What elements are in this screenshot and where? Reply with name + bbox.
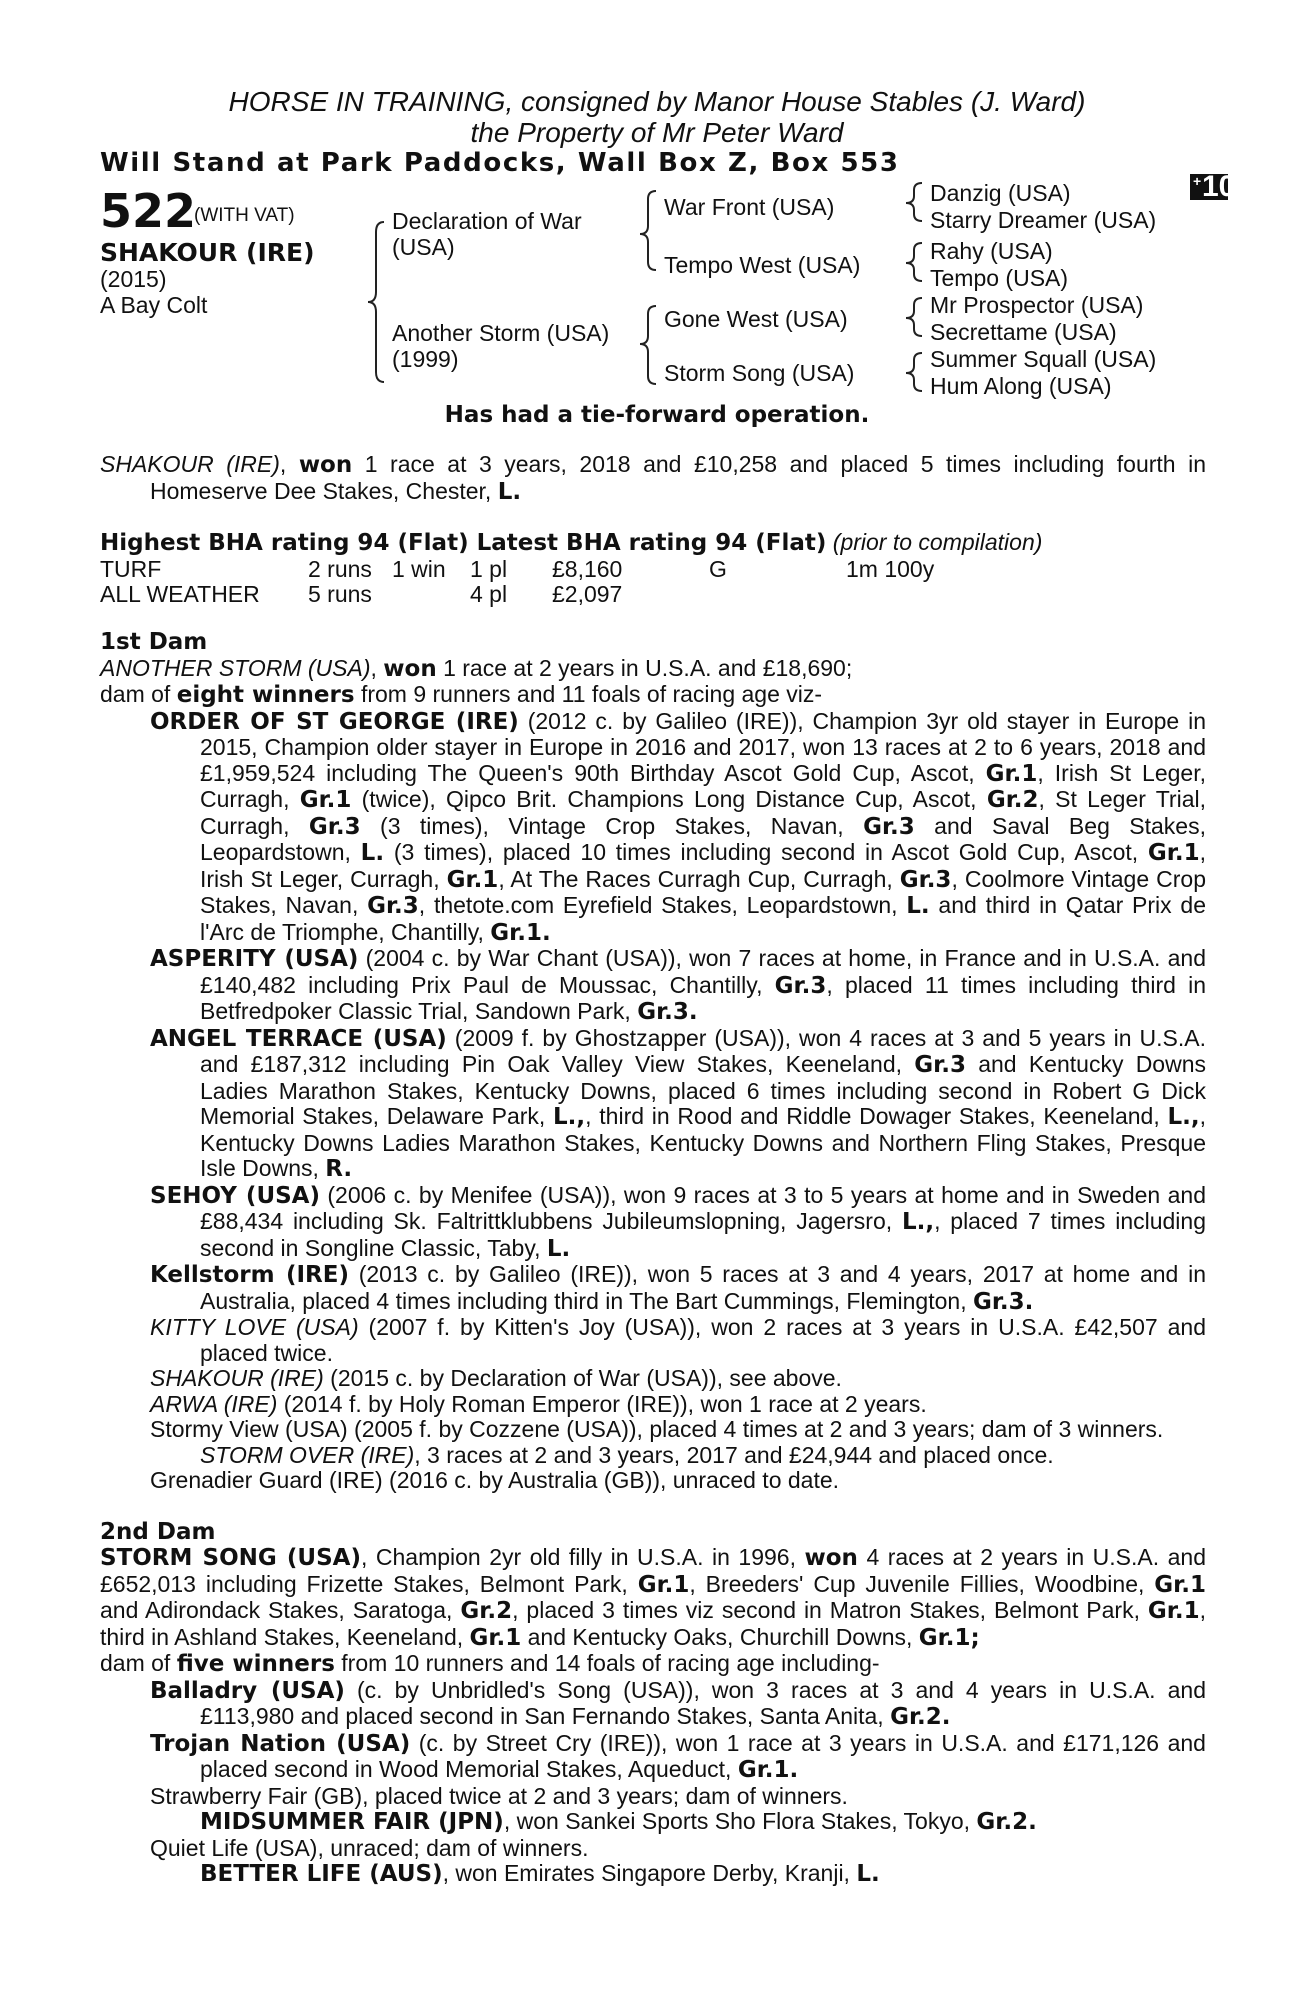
- grade-label: Gr.1: [1154, 1571, 1206, 1598]
- gen3-sss: Danzig (USA): [930, 180, 1071, 206]
- grade-label: Gr.3: [899, 866, 952, 893]
- property-line: the Property of Mr Peter Ward: [470, 117, 844, 148]
- grade-label: L.: [906, 893, 930, 919]
- dam-of-label: dam of: [100, 681, 177, 707]
- won-label: won: [383, 655, 437, 682]
- gen3-dss: Mr Prospector (USA): [930, 292, 1144, 318]
- produce-strawberry-fair: [100, 1784, 1206, 1810]
- brace-gen3-d: [906, 353, 922, 391]
- cell-runs: 2 runs: [308, 555, 372, 582]
- produce-name: Kellstorm (IRE): [150, 1262, 349, 1288]
- cell-amount: £8,160: [552, 555, 623, 582]
- first-dam-section: [100, 630, 1206, 1888]
- summary-paragraph: SHAKOUR (IRE), won 1 race at 3 years, 2018 and £10,258 and placed 5 times including fourth in Homeserve Dee Stakes, Chester, L.: [100, 451, 1206, 505]
- five-winners: five winners: [176, 1651, 335, 1677]
- horse-description: A Bay Colt: [100, 292, 208, 318]
- produce-text: , thetote.com Eyrefield Stakes, Leopardstown,: [418, 892, 907, 918]
- sire-country: (USA): [392, 234, 455, 260]
- produce-grenadier-guard: [100, 1468, 1206, 1494]
- grade-label: Gr.2.: [890, 1704, 951, 1730]
- produce-stormy-view: [100, 1417, 1206, 1443]
- produce-asperity: [100, 946, 1206, 1026]
- vat-note: (WITH VAT): [194, 205, 295, 226]
- produce-text: and Saval Beg Stakes, Leopardstown,: [200, 812, 1206, 865]
- second-dam-text: 4 races at 2 years in U.S.A. and £652,013 including Frizette Stakes, Belmont Park,: [100, 1544, 1207, 1597]
- produce-balladry: [100, 1678, 1206, 1731]
- first-dam-heading: 1st Dam: [100, 629, 208, 655]
- grade-label: L.: [856, 1861, 880, 1887]
- gen3-sdd: Tempo (USA): [930, 265, 1069, 291]
- badge-number: 10: [1202, 170, 1236, 203]
- second-dam-intro: [100, 1545, 1206, 1651]
- produce-name: ASPERITY (USA): [150, 946, 359, 972]
- consignor-line: HORSE IN TRAINING, consigned by Manor House Stables (J. Ward): [228, 86, 1086, 117]
- produce-text: Strawberry Fair (GB), placed twice at 2 and 3 years; dam of winners.: [150, 1782, 848, 1809]
- second-dam-text: and Kentucky Oaks, Churchill Downs,: [521, 1623, 919, 1650]
- table-row: [100, 557, 934, 583]
- gen3-ddd: Hum Along (USA): [930, 373, 1112, 399]
- produce-name: BETTER LIFE (AUS): [200, 1861, 443, 1887]
- dam-dam: Storm Song (USA): [664, 360, 855, 386]
- table-row: [100, 582, 934, 608]
- produce-arwa: [100, 1392, 1206, 1418]
- produce-text: , won Sankei Sports Sho Flora Stakes, Tokyo,: [503, 1808, 977, 1834]
- ratings-block: [100, 530, 1206, 608]
- first-dam-name: ANOTHER STORM (USA): [100, 654, 371, 681]
- sire-dam: Tempo West (USA): [664, 252, 861, 278]
- produce-text: , Kentucky Downs Ladies Marathon Stakes, Kentucky Downs and Northern Fling Stakes, Presque Isle Downs,: [200, 1103, 1206, 1181]
- second-dam-text: , Breeders' Cup Juvenile Fillies, Woodbine,: [689, 1570, 1155, 1597]
- grade-label: Gr.3: [774, 972, 827, 999]
- cell-distance: 1m 100y: [846, 555, 935, 582]
- brace-sire-parents: [640, 191, 656, 270]
- grade-label: L.: [360, 840, 385, 866]
- foaling-year: (2015): [100, 266, 167, 292]
- brace-dam-parents: [640, 306, 656, 384]
- produce-text: (3 times), placed 10 times including second in Ascot Gold Cup, Ascot,: [384, 839, 1148, 865]
- produce-name: Balladry (USA): [150, 1677, 345, 1704]
- produce-text: , won Emirates Singapore Derby, Kranji,: [442, 1860, 857, 1886]
- second-dam-runners: from 10 runners and 14 foals of racing age including-: [334, 1650, 880, 1676]
- brace-sire-dam: [368, 222, 384, 382]
- produce-storm-over: [100, 1443, 1206, 1469]
- produce-text: (c. by Street Cry (IRE)), won 1 race at 3 years in U.S.A. and £171,126 and placed second in Wood Memorial Stakes, Aqueduct,: [200, 1729, 1206, 1782]
- operation-note: Has had a tie-forward operation.: [444, 402, 870, 428]
- produce-text: Quiet Life (USA), unraced; dam of winners.: [150, 1834, 589, 1861]
- produce-text: Stormy View (USA) (2005 f. by Cozzene (USA)), placed 4 times at 2 and 3 years; dam of 3 winners.: [150, 1416, 1164, 1442]
- brace-gen3-b: [906, 243, 922, 281]
- produce-name: ORDER OF ST GEORGE (IRE): [150, 708, 519, 735]
- grade-label: Gr.1: [446, 866, 499, 893]
- produce-midsummer-fair: [100, 1809, 1206, 1836]
- produce-text: , Coolmore Vintage Crop Stakes, Navan,: [200, 865, 1206, 918]
- summary-block: [100, 452, 1206, 505]
- grade-label: R.: [325, 1156, 353, 1182]
- dam-sire: Gone West (USA): [664, 306, 848, 332]
- produce-name: Trojan Nation (USA): [150, 1730, 411, 1757]
- produce-text: (2014 f. by Holy Roman Emperor (IRE)), won 1 race at 2 years.: [277, 1390, 927, 1417]
- produce-name: MIDSUMMER FAIR (JPN): [200, 1809, 504, 1835]
- dam-of-label: dam of: [100, 1650, 177, 1676]
- grade-label: Gr.1: [1147, 1598, 1200, 1624]
- first-dam-intro: ANOTHER STORM (USA), won 1 race at 2 years in U.S.A. and £18,690;: [100, 654, 853, 682]
- produce-text: (twice), Qipco Brit. Champions Long Distance Cup, Ascot,: [351, 786, 987, 812]
- grade-label: L.: [546, 1235, 571, 1262]
- cell-wins: 1 win: [392, 555, 446, 582]
- gen3-ssd: Starry Dreamer (USA): [930, 207, 1157, 233]
- produce-text: and Kentucky Downs Ladies Marathon Stakes, Kentucky Downs, placed 6 times including second in Robert G Dick Memorial Stakes, Delaware Park,: [200, 1051, 1206, 1129]
- brace-gen3-a: [906, 183, 922, 221]
- race-record-table: [100, 557, 934, 608]
- produce-text: (2006 c. by Menifee (USA)), won 9 races at 3 to 5 years at home and in Sweden and £88,434 including Sk. Faltrittklubbens Jubileumslopning, Jagersro,: [200, 1181, 1206, 1234]
- grade-label: Gr.1: [985, 760, 1038, 787]
- produce-text: (2012 c. by Galileo (IRE)), Champion 3yr old stayer in Europe in 2015, Champion older stayer in Europe in 2016 and 2017, won 13 races at 2 to 6 years, 2018 and £1,959,524 including The Queen's 90th Birthday Ascot Gold Cup, Ascot,: [200, 707, 1206, 786]
- gen3-dds: Summer Squall (USA): [930, 346, 1157, 372]
- second-dam-text: , placed 3 times viz second in Matron Stakes, Belmont Park,: [512, 1597, 1148, 1623]
- summary-text: 1 race at 3 years, 2018 and £10,258 and placed 5 times including fourth in Homeserve Dee Stakes, Chester,: [150, 451, 1206, 504]
- produce-name: SEHOY (USA): [150, 1182, 320, 1209]
- produce-text: (2015 c. by Declaration of War (USA)), see above.: [323, 1365, 842, 1391]
- dam-name: Another Storm (USA): [392, 320, 610, 346]
- grade-label: Gr.3.: [637, 999, 698, 1025]
- produce-text: and third in Qatar Prix de l'Arc de Triomphe, Chantilly,: [200, 892, 1206, 945]
- grade-label: Gr.2: [460, 1598, 513, 1624]
- grade-label: Gr.3: [367, 893, 419, 919]
- cell-surface: ALL WEATHER: [100, 581, 260, 607]
- cell-distance: [846, 582, 934, 608]
- cell-going: [709, 582, 846, 608]
- produce-quiet-life: [100, 1836, 1206, 1862]
- produce-shakour: [100, 1366, 1206, 1392]
- grade-label: L.,: [553, 1104, 586, 1130]
- second-dam-heading: 2nd Dam: [100, 1518, 216, 1545]
- gen3-sds: Rahy (USA): [930, 238, 1053, 264]
- second-dam-text: , third in Ashland Stakes, Keeneland,: [100, 1597, 1206, 1650]
- produce-kitty-love: [100, 1315, 1206, 1366]
- ratings-text: Highest BHA rating 94 (Flat) Latest BHA rating 94 (Flat): [100, 530, 827, 556]
- stand-location: Will Stand at Park Paddocks, Wall Box Z, Box 553: [100, 148, 900, 178]
- grade-label: Gr.2: [986, 787, 1039, 813]
- produce-text: , Irish St Leger, Curragh,: [200, 839, 1206, 892]
- produce-text: Grenadier Guard (IRE) (2016 c. by Australia (GB)), unraced to date.: [150, 1467, 840, 1493]
- horse-name: SHAKOUR (IRE): [100, 238, 315, 267]
- produce-text: (3 times), Vintage Crop Stakes, Navan,: [360, 812, 864, 839]
- grade-label: Gr.3: [914, 1052, 966, 1078]
- gen3-dsd: Secrettame (USA): [930, 319, 1117, 345]
- produce-text: , Irish St Leger, Curragh,: [200, 759, 1206, 812]
- grade-label: Gr.3: [308, 813, 361, 840]
- grade-label: Gr.3.: [972, 1288, 1034, 1315]
- summary-horse: SHAKOUR (IRE): [100, 451, 280, 477]
- produce-name: KITTY LOVE (USA): [150, 1314, 359, 1340]
- grade-label: Gr.1: [1147, 840, 1200, 866]
- cell-placed: 4 pl: [470, 581, 508, 607]
- produce-name: ANGEL TERRACE (USA): [150, 1025, 447, 1052]
- produce-order-of-st-george: [100, 709, 1206, 947]
- summary-won: won: [298, 452, 353, 478]
- eight-winners: eight winners: [176, 682, 355, 708]
- badge-plus: +: [1193, 173, 1202, 189]
- first-dam-runners: from 9 runners and 11 foals of racing age viz-: [354, 681, 823, 707]
- sire-name: Declaration of War: [392, 208, 582, 234]
- produce-text: (2004 c. by War Chant (USA)), won 7 races at home, in France and in U.S.A. and £140,482 including Prix Paul de Moussac, Chantilly,: [200, 945, 1206, 998]
- grade-label: Gr.1: [637, 1571, 690, 1598]
- ratings-note: (prior to compilation): [832, 529, 1043, 555]
- produce-text: (2013 c. by Galileo (IRE)), won 5 races at 3 and 4 years, 2017 at home and in Australia, placed 4 times including third in The Bart Cummings, Flemington,: [200, 1261, 1206, 1314]
- grade-label: Gr.1: [469, 1624, 522, 1651]
- sire-sire: War Front (USA): [664, 194, 835, 220]
- grade-label: Gr.1.: [490, 919, 551, 946]
- cell-runs: 5 runs: [308, 581, 372, 607]
- lot-number: 522: [100, 184, 197, 238]
- second-dam-name: STORM SONG (USA): [100, 1545, 361, 1571]
- produce-text: (c. by Unbridled's Song (USA)), won 3 races at 3 and 4 years in U.S.A. and £113,980 and placed second in San Fernando Stakes, Santa Anita,: [200, 1676, 1207, 1729]
- cell-surface: TURF: [100, 555, 162, 582]
- grade-label: Gr.2.: [976, 1809, 1037, 1835]
- grade-label: L.,: [901, 1209, 935, 1235]
- second-dam-text: and Adirondack Stakes, Saratoga,: [100, 1597, 461, 1623]
- brace-gen3-c: [906, 298, 922, 336]
- cell-wins: [392, 582, 470, 608]
- grade-label: Gr.1: [299, 787, 352, 813]
- produce-better-life: [100, 1861, 1206, 1888]
- produce-name: ARWA (IRE): [150, 1390, 278, 1417]
- grade-label: Gr.3: [863, 813, 915, 840]
- first-dam-produce-intro: [100, 682, 1206, 709]
- won-label: won: [804, 1545, 858, 1571]
- produce-text: , At The Races Curragh Cup, Curragh,: [498, 865, 900, 892]
- second-dam-produce-intro: [100, 1651, 1206, 1678]
- first-dam-text: 1 race at 2 years in U.S.A. and £18,690;: [436, 654, 853, 681]
- produce-trojan-nation: [100, 1731, 1206, 1784]
- produce-name: STORM OVER (IRE): [200, 1441, 415, 1468]
- cell-amount: £2,097: [552, 581, 623, 607]
- ratings-line: [100, 530, 1206, 557]
- summary-grade: L.: [497, 478, 522, 505]
- produce-text: , St Leger Trial, Curragh,: [200, 786, 1206, 839]
- produce-angel-terrace: [100, 1026, 1206, 1183]
- produce-name: SHAKOUR (IRE): [150, 1365, 324, 1391]
- grade-label: Gr.1;: [918, 1624, 980, 1651]
- produce-kellstorm: [100, 1262, 1206, 1315]
- produce-text: (2009 f. by Ghostzapper (USA)), won 4 races at 3 and 5 years in U.S.A. and £187,312 including Pin Oak Valley View Stakes, Keeneland,: [200, 1024, 1206, 1077]
- second-dam-text: , Champion 2yr old filly in U.S.A. in 1996,: [360, 1544, 805, 1570]
- dam-year: (1999): [392, 346, 459, 372]
- produce-text: , 3 races at 2 and 3 years, 2017 and £24,944 and placed once.: [414, 1441, 1054, 1468]
- produce-text: (2007 f. by Kitten's Joy (USA)), won 2 races at 3 years in U.S.A. £42,507 and placed twice.: [200, 1314, 1206, 1366]
- produce-text: , placed 7 times including second in Songline Classic, Taby,: [200, 1208, 1206, 1261]
- cell-placed: 1 pl: [470, 555, 508, 582]
- produce-sehoy: [100, 1183, 1206, 1263]
- produce-text: , placed 11 times including third in Betfredpoker Classic Trial, Sandown Park,: [200, 971, 1206, 1024]
- grade-label: L.,: [1167, 1104, 1200, 1130]
- cell-going: G: [709, 555, 727, 582]
- produce-text: , third in Rood and Riddle Dowager Stakes, Keeneland,: [585, 1103, 1168, 1129]
- grade-label: Gr.1.: [737, 1757, 799, 1783]
